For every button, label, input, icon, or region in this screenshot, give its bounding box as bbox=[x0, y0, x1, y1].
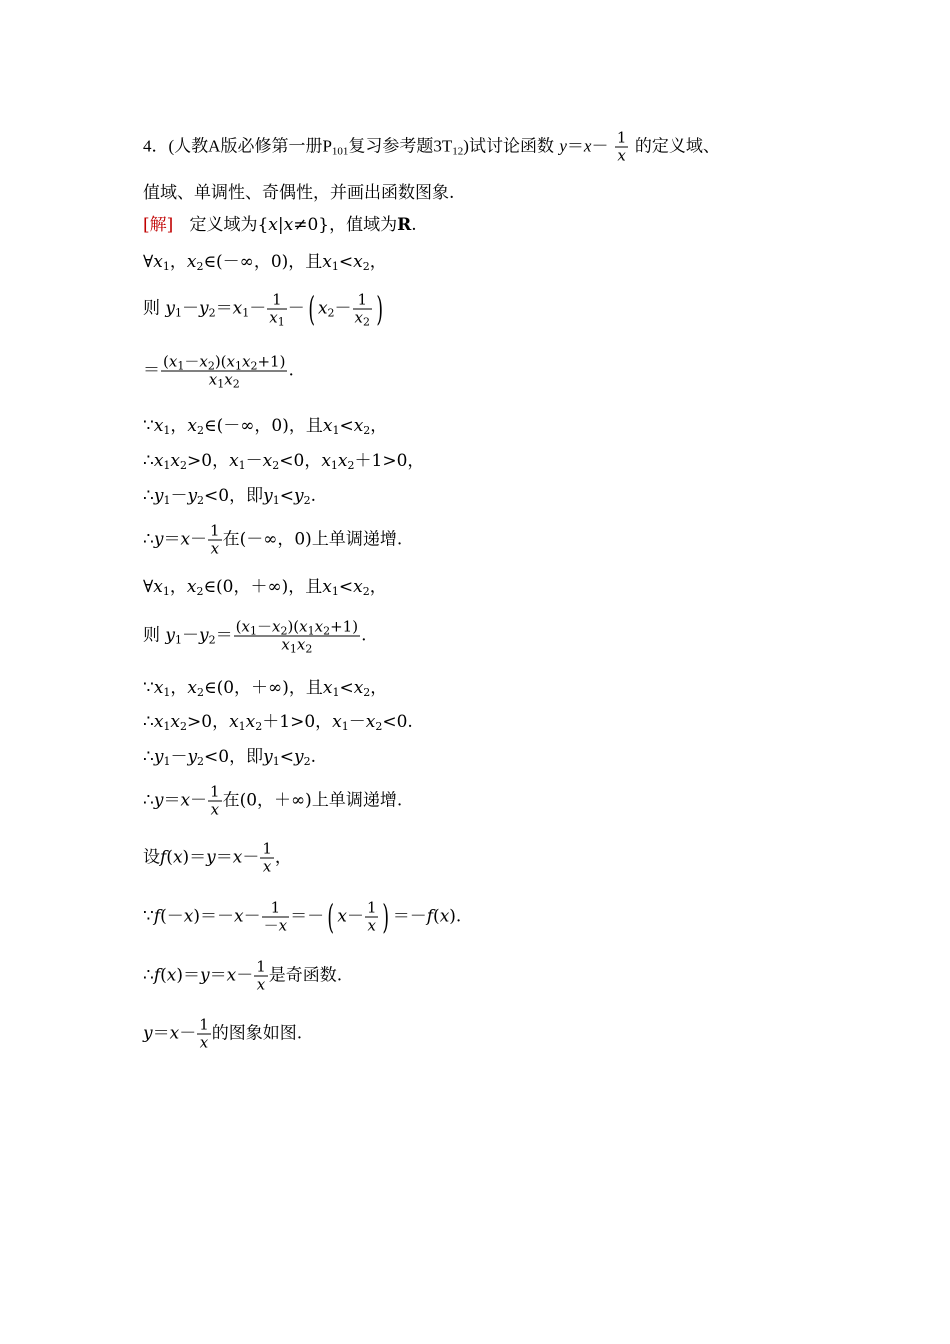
diff-line-neg: 则 $y_1-y_2=x_1-$ $\frac{1}{x_1}$ －( $x_2-$ $\frac{1}{x_2}$ ) bbox=[143, 289, 383, 329]
conclude-neg-line: ∴y＝x－ $\frac{1}{x}$ 在(－∞，0)上单调递增. bbox=[143, 521, 403, 558]
fraction-1-over-x: $\frac{1}{x}$ bbox=[616, 128, 627, 165]
problem-line-2: 值域、单调性、奇偶性，并画出函数图象. bbox=[143, 183, 455, 203]
since-pos-line: $\because x_1$，$x_2\in(0$，＋∞)，且$x_1<x_2$， bbox=[143, 678, 388, 699]
therefore-pos-line-2: $\therefore y_1-y_2<0$，即$y_1<y_2$. bbox=[143, 747, 316, 768]
interval-pos-line: $\forall x_1$，$x_2\in(0$，＋∞)，且$x_1<x_2$， bbox=[143, 577, 387, 598]
problem-line-1: 4．(人教A版必修第一册$P_{101}$复习参考题$3T_{12}$)试讨论函数 y＝x－ $\frac{1}{x}$ 的定义域、 bbox=[143, 128, 720, 165]
therefore-neg-line-2: $\therefore y_1-y_2<0$，即$y_1<y_2$. bbox=[143, 486, 316, 507]
graph-line: y＝x－ $\frac{1}{x}$ 的图象如图. bbox=[143, 1015, 303, 1052]
interval-neg-line: $\forall x_1$，$x_2\in(-\infty$，0)，且$x_1<x_2$， bbox=[143, 252, 387, 273]
since-neg-line: $\because x_1$，$x_2\in(-\infty$，0)，且$x_1<x_2$， bbox=[143, 416, 388, 437]
let-f-line: 设f(x)＝y＝x－ $\frac{1}{x}$ ， bbox=[143, 839, 292, 876]
conclude-pos-line: ∴y＝x－ $\frac{1}{x}$ 在(0，＋∞)上单调递增. bbox=[143, 782, 403, 819]
solution-tag: [解] bbox=[143, 215, 174, 235]
therefore-neg-line-1: $\therefore x_1x_2>0$，$x_1-x_2<0$，$x_1x_2+1>0$， bbox=[143, 451, 425, 472]
diff-line-neg-result: ＝ $\frac{(x_1-x_2)(x_1x_2+1)}{x_1x_2}$ . bbox=[143, 352, 294, 391]
diff-line-pos: 则 $y_1-y_2=$ $\frac{(x_1-x_2)(x_1x_2+1)}{x_1x_2}$ . bbox=[143, 617, 367, 656]
odd-check-line: ∵f(－x)＝－x－ $\frac{1}{-x}$ ＝－( x－ $\frac{1}{x}$ ) ＝－f(x). bbox=[143, 897, 462, 937]
solution-domain-line: [解] 定义域为{x|x≠0}，值域为R. bbox=[143, 215, 417, 235]
therefore-pos-line-1: $\therefore x_1x_2>0$，$x_1x_2+1>0$，$x_1-x_2<0$. bbox=[143, 712, 413, 733]
odd-conclusion-line: ∴f(x)＝y＝x－ $\frac{1}{x}$ 是奇函数. bbox=[143, 957, 343, 994]
